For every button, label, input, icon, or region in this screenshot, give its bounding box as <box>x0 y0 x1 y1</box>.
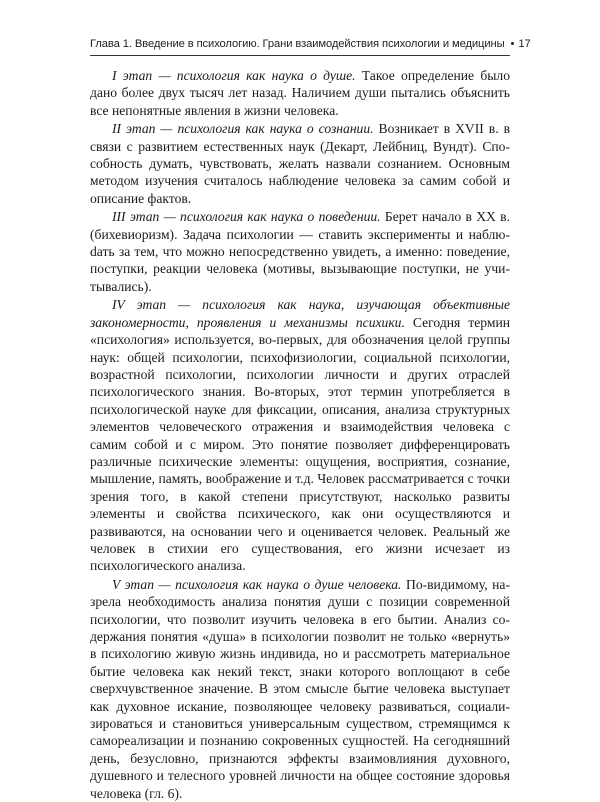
chapter-title: Введение в психологию. Грани взаимодействия психологии и медицины <box>134 38 505 50</box>
stage-text: Сегодня термин «психология» используется, во-первых, для обозначения целой группы наук: общей психологии, психофизиологии, социальной психологии, возрастной психологии, психологии личности и других отраслей психологического знания. Во-вторых, этот термин употребляется в психологической науке для фиксации, описания, анализа структурных элементов человеческого отражения и взаимодействия человека с самим собой и с миром. Это понятие позволяет дифференцировать различные психические элементы: ощущения, восприятия, сознание, мышление, память, воображение и т.д. Человек рассматривается с точки зрения того, в какой степени присутствуют, насколько развиты элементы и свойства психического, как они осуществляются и развиваются, на основании чего и оценивается человек. Реальный же человек в стихии его существования, его жизни исчезает из психологического анализа. <box>90 314 510 574</box>
paragraph-stage-4 <box>90 296 510 575</box>
stage-text: Берет начало в XX в. (бихевиоризм). Задача психологии — ставить эксперименты и наблюdать за тем, что можно непосредственно увидеть, а именно: поведение, поступки, реакции человека (мотивы, вызывающие поступки, не учитывались). <box>90 209 510 294</box>
paragraph-stage-2 <box>90 120 510 207</box>
chapter-label: Глава 1. <box>90 38 132 50</box>
page <box>90 38 531 802</box>
stage-text: Такое определение было дано более двух тысяч лет назад. Наличием души пытались объяснить все непонятные явления в жизни человека. <box>90 68 510 118</box>
paragraph-stage-1 <box>90 67 510 119</box>
stage-title: V этап — психология как наука о душе человека. <box>112 576 402 592</box>
stage-title: II этап — психология как наука о сознании. <box>112 121 374 137</box>
page-number: 17 <box>518 38 531 50</box>
bullet-icon: • <box>510 38 515 50</box>
body-text <box>90 67 510 802</box>
paragraph-stage-5 <box>90 576 510 802</box>
stage-title: I этап — психология как наука о душе. <box>112 68 356 83</box>
stage-title: III этап — психология как наука о поведении. <box>112 209 381 225</box>
page-number-block <box>505 38 531 50</box>
paragraph-stage-3 <box>90 208 510 295</box>
stage-text: Возникает в XVII в. в связи с развитием естественных наук (Декарт, Лейбниц, Вундт). Способность думать, чувствовать, желать назвали сознанием. Основным методом изучения считалось наблюдение человека за самим собой и описание фактов. <box>90 121 510 206</box>
stage-title: IV этап — психология как наука, изучающая объективные закономерности, проявления и механизмы психики. <box>90 297 510 330</box>
running-title <box>90 38 505 50</box>
running-header <box>90 38 531 56</box>
stage-text: По-видимому, назрела необходимость анализа понятия души с позиции современной психологии, что позволит изучить человека в его бытии. Анализ содержания понятия «душа» в психологии позволит не только «вернуть» в психологию живую жизнь индивида, но и рассмотреть материальное бытие человека как некий текст, знаки которого воплощают в себе сверхчувственное значение. В этом смысле бытие человека выступает как духовное искание, позволяющее человеку развиваться, социализироваться и становиться универсальным существом, стремящимся к самореализации и познанию сокровенных сущностей. На сегодняшний день, безусловно, признаются эффекты взаимовлияния духовного, душевного и телесного уровней личности на общее состояние здоровья человека (гл. 6). <box>90 576 510 801</box>
